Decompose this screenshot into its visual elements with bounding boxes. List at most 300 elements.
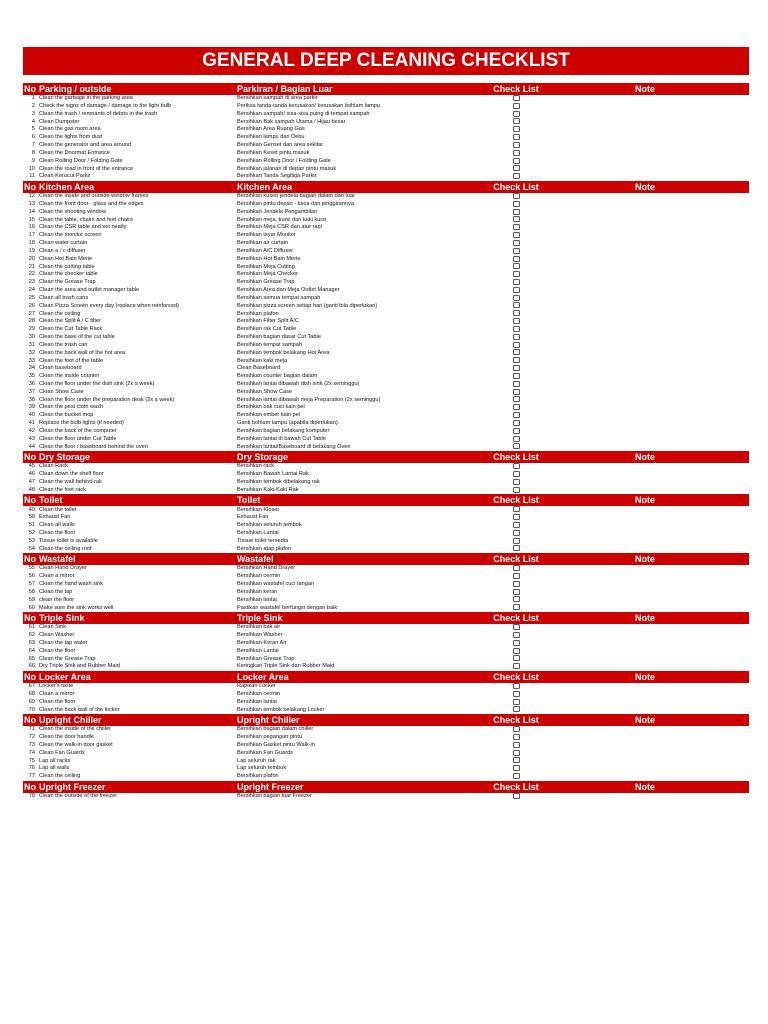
item-number: 34 bbox=[28, 365, 35, 372]
note-cell[interactable] bbox=[541, 624, 749, 632]
item-task-id: Bersihkan Hot Bain Merie bbox=[237, 255, 301, 262]
note-cell[interactable] bbox=[541, 514, 749, 522]
note-cell[interactable] bbox=[541, 349, 749, 357]
note-cell[interactable] bbox=[541, 357, 749, 365]
checkbox[interactable] bbox=[513, 573, 520, 579]
item-task-id: Bersihkan rak Cut Table bbox=[237, 326, 297, 333]
checkbox-cell bbox=[491, 443, 541, 451]
note-cell[interactable] bbox=[541, 365, 749, 373]
checkbox[interactable] bbox=[513, 726, 520, 732]
checkbox[interactable] bbox=[513, 326, 520, 332]
section-title-id: Locker Area bbox=[236, 671, 491, 683]
item-task-en: Clean the road in front of the entrance bbox=[39, 165, 134, 172]
checkbox[interactable] bbox=[513, 545, 520, 551]
note-cell[interactable] bbox=[541, 232, 749, 240]
checkbox-cell bbox=[491, 726, 541, 734]
note-cell[interactable] bbox=[541, 589, 749, 597]
checkbox[interactable] bbox=[513, 134, 520, 140]
note-cell[interactable] bbox=[541, 683, 749, 691]
checkbox[interactable] bbox=[513, 640, 520, 646]
checkbox[interactable] bbox=[513, 506, 520, 512]
item-task-en: Clean the inside and outside window frames bbox=[39, 193, 149, 200]
section-title-id: Dry Storage bbox=[236, 451, 491, 463]
item-number: 64 bbox=[28, 647, 35, 654]
checklist-row bbox=[23, 389, 749, 397]
checkbox[interactable] bbox=[513, 706, 520, 712]
checklist-row bbox=[23, 471, 749, 479]
item-task-en: Make sure the sink works well bbox=[39, 604, 114, 611]
checkbox-cell bbox=[491, 216, 541, 224]
checkbox[interactable] bbox=[513, 463, 520, 469]
item-task-en: Clean the base of the cut table bbox=[39, 334, 115, 341]
checkbox-cell bbox=[491, 95, 541, 103]
item-task-en: Clean Fan Guards bbox=[39, 749, 85, 756]
note-cell[interactable] bbox=[541, 750, 749, 758]
checkbox[interactable] bbox=[513, 596, 520, 602]
note-cell[interactable] bbox=[541, 201, 749, 209]
checkbox[interactable] bbox=[513, 349, 520, 355]
note-cell[interactable] bbox=[541, 742, 749, 750]
note-cell[interactable] bbox=[541, 396, 749, 404]
note-cell[interactable] bbox=[541, 691, 749, 699]
note-cell[interactable] bbox=[541, 655, 749, 663]
note-cell[interactable] bbox=[541, 663, 749, 671]
checkbox[interactable] bbox=[513, 436, 520, 442]
item-task-en: Clean the Doormat Entrance bbox=[39, 149, 110, 156]
note-cell[interactable] bbox=[541, 757, 749, 765]
checkbox[interactable] bbox=[513, 428, 520, 434]
note-cell[interactable] bbox=[541, 326, 749, 334]
note-cell[interactable] bbox=[541, 95, 749, 103]
checkbox[interactable] bbox=[513, 256, 520, 262]
checkbox[interactable] bbox=[513, 538, 520, 544]
item-number: 32 bbox=[28, 349, 35, 356]
checklist-row bbox=[23, 216, 749, 224]
section-title-id: Upright Freezer bbox=[236, 781, 491, 793]
note-cell[interactable] bbox=[541, 263, 749, 271]
checkbox-cell bbox=[491, 545, 541, 553]
note-cell[interactable] bbox=[541, 209, 749, 217]
note-cell[interactable] bbox=[541, 428, 749, 436]
checklist-row bbox=[23, 632, 749, 640]
note-header: Note bbox=[541, 612, 749, 624]
note-cell[interactable] bbox=[541, 150, 749, 158]
checkbox[interactable] bbox=[513, 581, 520, 587]
note-cell[interactable] bbox=[541, 165, 749, 173]
note-cell[interactable] bbox=[541, 699, 749, 707]
item-number: 3 bbox=[31, 110, 35, 117]
checkbox[interactable] bbox=[513, 589, 520, 595]
note-cell[interactable] bbox=[541, 765, 749, 773]
checkbox[interactable] bbox=[513, 287, 520, 293]
checklist-row bbox=[23, 134, 749, 142]
checkbox[interactable] bbox=[513, 111, 520, 117]
item-number: 6 bbox=[31, 134, 35, 141]
item-task-en: Clean the floor under Cut Table bbox=[39, 435, 117, 442]
checkbox[interactable] bbox=[513, 342, 520, 348]
checkbox-cell bbox=[491, 126, 541, 134]
checkbox[interactable] bbox=[513, 604, 520, 610]
note-cell[interactable] bbox=[541, 436, 749, 444]
item-task-en: Clean baseboard bbox=[39, 365, 82, 372]
note-cell[interactable] bbox=[541, 581, 749, 589]
checklist-row bbox=[23, 232, 749, 240]
item-number: 42 bbox=[28, 427, 35, 434]
item-task-en: Clean the lights from dust bbox=[39, 134, 103, 141]
checklist-row bbox=[23, 683, 749, 691]
item-number: 20 bbox=[28, 255, 35, 262]
item-task-en: Clean the floor / baseboard behind the oven bbox=[39, 443, 148, 450]
note-cell[interactable] bbox=[541, 640, 749, 648]
checklist-row bbox=[23, 373, 749, 381]
checkbox-cell bbox=[491, 118, 541, 126]
checkbox[interactable] bbox=[513, 420, 520, 426]
item-number: 33 bbox=[28, 357, 35, 364]
checklist-row bbox=[23, 310, 749, 318]
note-cell[interactable] bbox=[541, 463, 749, 471]
note-cell[interactable] bbox=[541, 632, 749, 640]
checklist-row bbox=[23, 506, 749, 514]
note-cell[interactable] bbox=[541, 506, 749, 514]
checkbox-cell bbox=[491, 263, 541, 271]
item-task-id: Bersihkan Grease Trap bbox=[237, 655, 295, 662]
checkbox[interactable] bbox=[513, 126, 520, 132]
checkbox[interactable] bbox=[513, 655, 520, 661]
checkbox[interactable] bbox=[513, 389, 520, 395]
item-task-id: Bersihkan lantai dibawah dish sink (2x seminggu) bbox=[237, 381, 360, 387]
checkbox-cell bbox=[491, 412, 541, 420]
section-no-header: No bbox=[24, 715, 36, 726]
checkbox[interactable] bbox=[513, 310, 520, 316]
note-cell[interactable] bbox=[541, 295, 749, 303]
checkbox-cell bbox=[491, 663, 541, 671]
checkbox[interactable] bbox=[513, 248, 520, 254]
checklist-row bbox=[23, 342, 749, 350]
note-cell[interactable] bbox=[541, 103, 749, 111]
checkbox-cell bbox=[491, 538, 541, 546]
note-cell[interactable] bbox=[541, 271, 749, 279]
checkbox-cell bbox=[491, 471, 541, 479]
note-cell[interactable] bbox=[541, 224, 749, 232]
checkbox[interactable] bbox=[513, 683, 520, 689]
note-cell[interactable] bbox=[541, 111, 749, 119]
section-no-header: No bbox=[24, 613, 36, 624]
checkbox[interactable] bbox=[513, 295, 520, 301]
checkbox-cell bbox=[491, 334, 541, 342]
checklist-row bbox=[23, 173, 749, 181]
checkbox-cell bbox=[491, 589, 541, 597]
checkbox[interactable] bbox=[513, 357, 520, 363]
checkbox[interactable] bbox=[513, 142, 520, 148]
note-cell[interactable] bbox=[541, 118, 749, 126]
item-task-id: Lap seluruh rak bbox=[237, 757, 276, 764]
checkbox[interactable] bbox=[513, 318, 520, 324]
checkbox[interactable] bbox=[513, 95, 520, 101]
note-cell[interactable] bbox=[541, 126, 749, 134]
note-cell[interactable] bbox=[541, 256, 749, 264]
section-no-header: No bbox=[24, 781, 36, 792]
item-task-en: Locker's taste bbox=[39, 683, 74, 690]
checklist-header: Check List bbox=[491, 494, 541, 506]
checkbox-cell bbox=[491, 581, 541, 589]
section-title-id: Toilet bbox=[236, 494, 491, 506]
section-no-header: No bbox=[24, 495, 36, 506]
item-task-en: Clean the floor under the dish sink (2x a week) bbox=[39, 381, 155, 387]
checkbox[interactable] bbox=[513, 150, 520, 156]
note-cell[interactable] bbox=[541, 173, 749, 181]
item-number: 21 bbox=[28, 263, 35, 270]
item-task-id: Bersihkan Lantai bbox=[237, 530, 279, 537]
checkbox[interactable] bbox=[513, 663, 520, 669]
item-task-id: Bersihkan bagian dalam chiller bbox=[237, 726, 314, 733]
item-number: 26 bbox=[28, 302, 35, 309]
checklist-header: Check List bbox=[491, 553, 541, 565]
checklist-row bbox=[23, 256, 749, 264]
checklist-header: Check List bbox=[491, 612, 541, 624]
checklist-header: Check List bbox=[491, 714, 541, 726]
checklist-row bbox=[23, 624, 749, 632]
checkbox[interactable] bbox=[513, 302, 520, 308]
note-cell[interactable] bbox=[541, 479, 749, 487]
checkbox[interactable] bbox=[513, 624, 520, 630]
checklist-row bbox=[23, 302, 749, 310]
item-task-id: Bersihkan bagian dasar Cut Table bbox=[237, 334, 321, 341]
checkbox[interactable] bbox=[513, 691, 520, 697]
note-cell[interactable] bbox=[541, 412, 749, 420]
item-number: 68 bbox=[28, 690, 35, 697]
item-number: 18 bbox=[28, 240, 35, 247]
checklist-row bbox=[23, 604, 749, 612]
checkbox-cell bbox=[491, 428, 541, 436]
item-number: 58 bbox=[28, 588, 35, 595]
checklist-row bbox=[23, 573, 749, 581]
note-cell[interactable] bbox=[541, 648, 749, 656]
item-task-en: Clean the back wall of the hot area bbox=[39, 349, 126, 356]
checklist-row bbox=[23, 271, 749, 279]
checklist-row bbox=[23, 773, 749, 781]
note-cell[interactable] bbox=[541, 134, 749, 142]
item-task-en: Check the signs of damage / damage to the light bulb bbox=[39, 102, 172, 109]
checklist-row bbox=[23, 295, 749, 303]
note-cell[interactable] bbox=[541, 389, 749, 397]
checkbox[interactable] bbox=[513, 404, 520, 410]
checkbox[interactable] bbox=[513, 765, 520, 771]
note-cell[interactable] bbox=[541, 193, 749, 201]
item-task-en: clean the floor bbox=[39, 596, 75, 603]
checkbox-cell bbox=[491, 742, 541, 750]
item-number: 29 bbox=[28, 326, 35, 333]
checkbox-cell bbox=[491, 793, 541, 801]
note-cell[interactable] bbox=[541, 302, 749, 310]
item-task-en: Clean the table, chairs and feet chairs bbox=[39, 216, 133, 223]
note-cell[interactable] bbox=[541, 487, 749, 495]
checkbox-cell bbox=[491, 150, 541, 158]
checkbox[interactable] bbox=[513, 793, 520, 799]
checklist-row bbox=[23, 150, 749, 158]
item-task-id: Bersihkan cermin bbox=[237, 573, 281, 580]
checkbox[interactable] bbox=[513, 471, 520, 477]
section-header bbox=[23, 553, 749, 565]
note-cell[interactable] bbox=[541, 142, 749, 150]
checkbox[interactable] bbox=[513, 271, 520, 277]
note-cell[interactable] bbox=[541, 420, 749, 428]
checkbox[interactable] bbox=[513, 699, 520, 705]
item-task-id: Bersihkan pizza screen setiap hari (ganti bila diperlukan) bbox=[237, 302, 378, 309]
checkbox[interactable] bbox=[513, 118, 520, 124]
note-cell[interactable] bbox=[541, 240, 749, 248]
checkbox[interactable] bbox=[513, 224, 520, 230]
checkbox-cell bbox=[491, 165, 541, 173]
item-task-en: Clean the tap bbox=[39, 588, 73, 595]
item-task-id: Bersihkan Kaki-Kaki Rak bbox=[237, 486, 299, 493]
item-task-en: Clean all walls bbox=[39, 522, 75, 529]
checklist-row bbox=[23, 436, 749, 444]
checkbox[interactable] bbox=[513, 209, 520, 215]
section-title-id: Kitchen Area bbox=[236, 181, 491, 193]
checkbox[interactable] bbox=[513, 750, 520, 756]
checkbox-cell bbox=[491, 295, 541, 303]
checkbox[interactable] bbox=[513, 443, 520, 449]
note-cell[interactable] bbox=[541, 538, 749, 546]
checkbox[interactable] bbox=[513, 232, 520, 238]
section-title-en: Locker Area bbox=[38, 671, 236, 683]
item-task-en: Clean the trash can bbox=[39, 341, 88, 348]
checklist-row bbox=[23, 596, 749, 604]
note-cell[interactable] bbox=[541, 773, 749, 781]
checkbox[interactable] bbox=[513, 103, 520, 109]
checkbox-cell bbox=[491, 318, 541, 326]
checkbox[interactable] bbox=[513, 773, 520, 779]
note-cell[interactable] bbox=[541, 573, 749, 581]
item-task-id: Bersihkan Meja CSR dan atur rapi bbox=[237, 224, 322, 231]
checkbox[interactable] bbox=[513, 158, 520, 164]
note-cell[interactable] bbox=[541, 545, 749, 553]
checkbox[interactable] bbox=[513, 514, 520, 520]
item-task-id: Bersihkan tembok belakang Locker bbox=[237, 706, 325, 713]
checkbox-cell bbox=[491, 750, 541, 758]
checkbox[interactable] bbox=[513, 632, 520, 638]
item-task-en: Clean the inside counter bbox=[39, 373, 100, 380]
item-number: 63 bbox=[28, 639, 35, 646]
item-number: 74 bbox=[28, 749, 35, 756]
item-task-en: Clean the outside of the freezer bbox=[39, 793, 118, 800]
note-cell[interactable] bbox=[541, 726, 749, 734]
checkbox[interactable] bbox=[513, 487, 520, 493]
checkbox[interactable] bbox=[513, 165, 520, 171]
note-cell[interactable] bbox=[541, 404, 749, 412]
item-task-id: Bersihkan Genset dan area sekitar bbox=[237, 142, 324, 149]
checkbox[interactable] bbox=[513, 279, 520, 285]
item-number: 44 bbox=[28, 443, 35, 450]
note-cell[interactable] bbox=[541, 334, 749, 342]
checkbox[interactable] bbox=[513, 334, 520, 340]
note-cell[interactable] bbox=[541, 158, 749, 166]
note-cell[interactable] bbox=[541, 381, 749, 389]
section-no-header: No bbox=[24, 83, 36, 94]
note-cell[interactable] bbox=[541, 342, 749, 350]
checkbox[interactable] bbox=[513, 216, 520, 222]
checkbox-cell bbox=[491, 420, 541, 428]
checkbox[interactable] bbox=[513, 734, 520, 740]
section-header bbox=[23, 494, 749, 506]
checklist-header: Check List bbox=[491, 181, 541, 193]
checkbox[interactable] bbox=[513, 381, 520, 387]
note-cell[interactable] bbox=[541, 216, 749, 224]
checkbox[interactable] bbox=[513, 396, 520, 402]
note-cell[interactable] bbox=[541, 530, 749, 538]
note-cell[interactable] bbox=[541, 287, 749, 295]
checkbox[interactable] bbox=[513, 530, 520, 536]
checkbox-cell bbox=[491, 632, 541, 640]
item-task-id: Bersihkan bak cuci kain pel bbox=[237, 404, 305, 411]
note-cell[interactable] bbox=[541, 373, 749, 381]
checkbox-cell bbox=[491, 773, 541, 781]
note-cell[interactable] bbox=[541, 596, 749, 604]
item-task-id: Bersihkan pintu depan - kaca dan pinggirannya bbox=[237, 200, 354, 207]
item-task-id: Bersihkan Bak sampah Utama / Hijau besar bbox=[237, 118, 346, 125]
checklist-row bbox=[23, 334, 749, 342]
checkbox[interactable] bbox=[513, 263, 520, 269]
item-task-id: Bersihkan plafon bbox=[237, 773, 279, 780]
checkbox[interactable] bbox=[513, 757, 520, 763]
note-header: Note bbox=[541, 781, 749, 793]
checkbox[interactable] bbox=[513, 412, 520, 418]
note-cell[interactable] bbox=[541, 706, 749, 714]
checkbox[interactable] bbox=[513, 565, 520, 571]
note-cell[interactable] bbox=[541, 318, 749, 326]
item-task-id: Bersihkan Keran Air bbox=[237, 639, 287, 646]
checklist-sheet bbox=[21, 47, 768, 801]
checkbox[interactable] bbox=[513, 365, 520, 371]
checkbox[interactable] bbox=[513, 193, 520, 199]
checkbox[interactable] bbox=[513, 742, 520, 748]
item-task-id: Bersihkan lantai bbox=[237, 596, 277, 603]
checklist-row bbox=[23, 581, 749, 589]
checkbox[interactable] bbox=[513, 201, 520, 207]
checkbox[interactable] bbox=[513, 479, 520, 485]
note-cell[interactable] bbox=[541, 471, 749, 479]
checkbox[interactable] bbox=[513, 373, 520, 379]
note-cell[interactable] bbox=[541, 522, 749, 530]
note-cell[interactable] bbox=[541, 604, 749, 612]
item-task-id: Ganti bohlam lampu (apabila diperlukan) bbox=[237, 420, 338, 427]
note-cell[interactable] bbox=[541, 734, 749, 742]
item-number: 73 bbox=[28, 741, 35, 748]
item-number: 50 bbox=[28, 514, 35, 521]
note-header: Note bbox=[541, 83, 749, 95]
checklist-row bbox=[23, 514, 749, 522]
checkbox[interactable] bbox=[513, 173, 520, 179]
checkbox[interactable] bbox=[513, 240, 520, 246]
item-number: 65 bbox=[28, 655, 35, 662]
note-cell[interactable] bbox=[541, 793, 749, 801]
checkbox[interactable] bbox=[513, 522, 520, 528]
section-header bbox=[23, 781, 749, 793]
item-number: 52 bbox=[28, 530, 35, 537]
note-cell[interactable] bbox=[541, 443, 749, 451]
item-task-id: Bersihkan Show Case bbox=[237, 388, 293, 395]
checkbox[interactable] bbox=[513, 648, 520, 654]
item-task-en: Clean the Grease Trap bbox=[39, 279, 96, 286]
item-number: 1 bbox=[31, 95, 35, 102]
note-cell[interactable] bbox=[541, 279, 749, 287]
note-cell[interactable] bbox=[541, 310, 749, 318]
item-task-en: Clean the generator and area around bbox=[39, 142, 132, 149]
item-task-id: Pastikan wastafel berfungsi dengan baik bbox=[237, 604, 338, 611]
note-cell[interactable] bbox=[541, 248, 749, 256]
item-number: 78 bbox=[28, 793, 35, 800]
note-cell[interactable] bbox=[541, 565, 749, 573]
